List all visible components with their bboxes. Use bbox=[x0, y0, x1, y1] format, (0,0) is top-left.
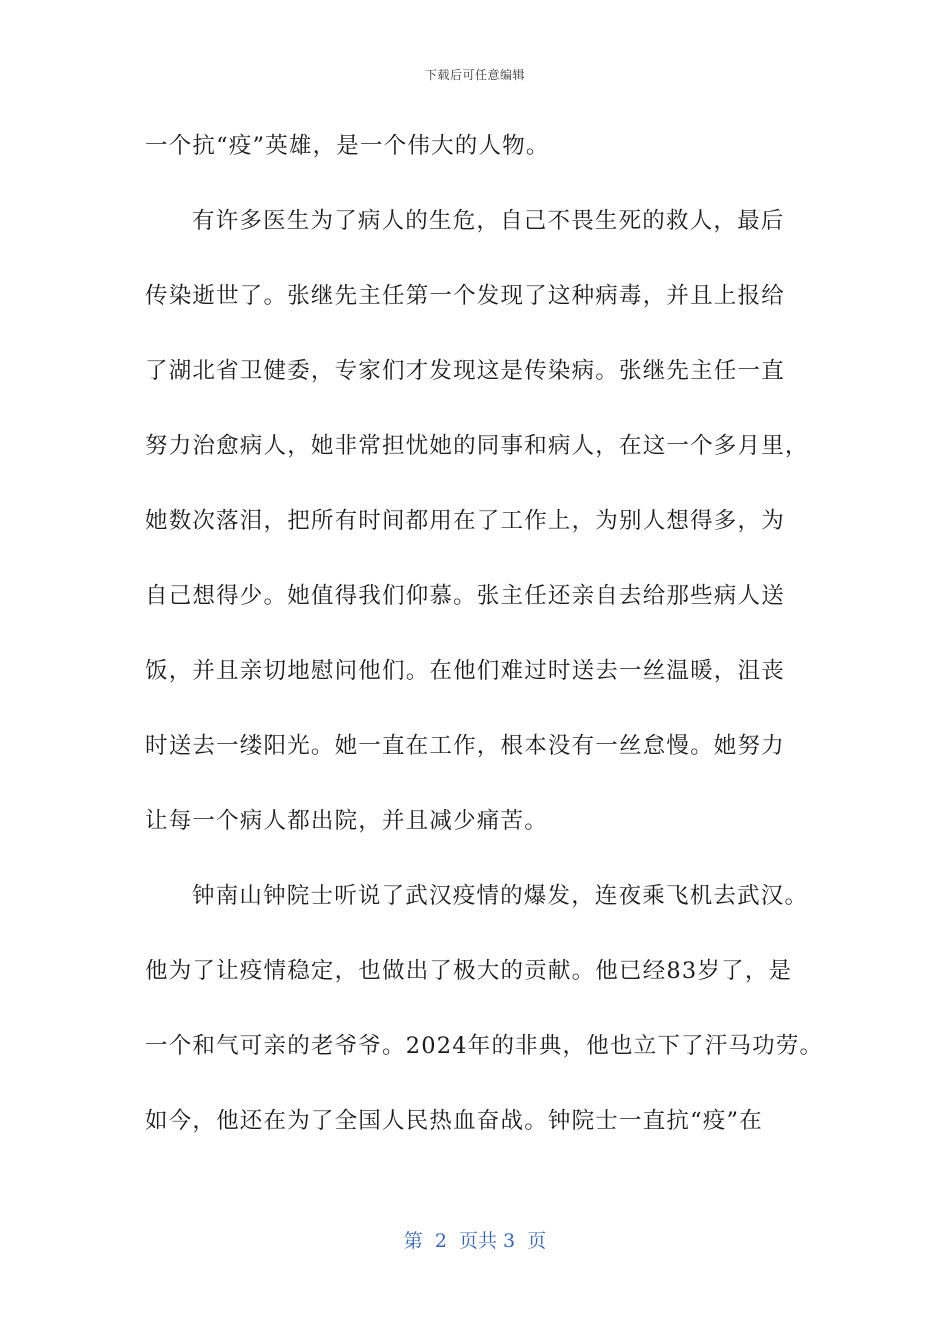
text-line: 她数次落泪，把所有时间都用在了工作上，为别人想得多，为 bbox=[145, 508, 785, 534]
text-line: 他为了让疫情稳定，也做出了极大的贡献。他已经83岁了，是 bbox=[145, 958, 793, 984]
text-line: 饭，并且亲切地慰问他们。在他们难过时送去一丝温暖，沮丧 bbox=[145, 658, 785, 684]
text-line: 传染逝世了。张继先主任第一个发现了这种病毒，并且上报给 bbox=[145, 283, 785, 309]
paragraph-start-line: 钟南山钟院士听说了武汉疫情的爆发，连夜乘飞机去武汉。 bbox=[192, 883, 809, 909]
text-line: 自己想得少。她值得我们仰慕。张主任还亲自去给那些病人送 bbox=[145, 583, 785, 609]
text-line: 一个和气可亲的老爷爷。2024年的非典，他也立下了汗马功劳。 bbox=[145, 1033, 824, 1059]
text-line: 时送去一缕阳光。她一直在工作，根本没有一丝怠慢。她努力 bbox=[145, 733, 785, 759]
text-line: 让每一个病人都出院，并且减少痛苦。 bbox=[145, 808, 548, 834]
text-line: 一个抗“疫”英雄，是一个伟大的人物。 bbox=[145, 133, 550, 159]
page-header: 下载后可任意编辑 bbox=[424, 68, 525, 82]
text-line: 了湖北省卫健委，专家们才发现这是传染病。张继先主任一直 bbox=[145, 358, 785, 384]
text-line: 如今，他还在为了全国人民热血奋战。钟院士一直抗“疫”在 bbox=[145, 1108, 763, 1134]
paragraph-start-line: 有许多医生为了病人的生危，自己不畏生死的救人，最后 bbox=[192, 208, 785, 234]
text-line: 努力治愈病人，她非常担忧她的同事和病人，在这一个多月里， bbox=[145, 433, 809, 459]
page-number-footer: 第 2 页共 3 页 bbox=[403, 1230, 547, 1252]
